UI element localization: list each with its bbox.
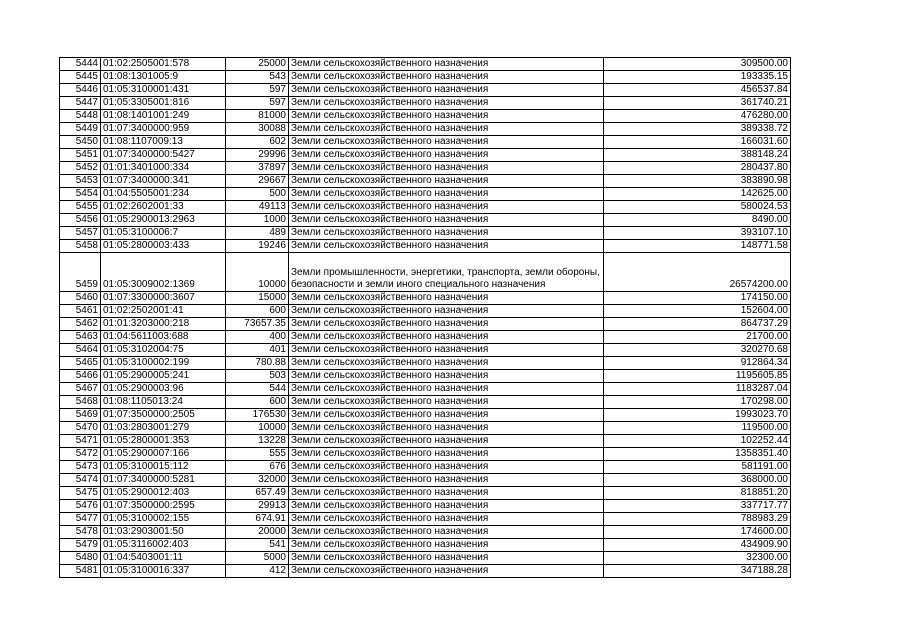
table-row — [60, 110, 791, 123]
cadastral-value-cell: 393107.10 — [604, 227, 791, 240]
land-category-cell: Земли сельскохозяйственного назначения — [289, 97, 604, 110]
row-number-cell: 5459 — [60, 253, 101, 292]
row-number-cell: 5454 — [60, 188, 101, 201]
table-row — [60, 422, 791, 435]
row-number-cell: 5481 — [60, 565, 101, 578]
cadastral-number-cell: 01:04:5505001:234 — [101, 188, 226, 201]
cadastral-value-cell: 320270.68 — [604, 344, 791, 357]
cadastral-number-cell: 01:05:2900003:96 — [101, 383, 226, 396]
area-cell: 5000 — [226, 552, 289, 565]
area-cell: 674.91 — [226, 513, 289, 526]
land-category-cell: Земли сельскохозяйственного назначения — [289, 331, 604, 344]
cadastral-number-cell: 01:08:1107009:13 — [101, 136, 226, 149]
cadastral-number-cell: 01:05:3100002:155 — [101, 513, 226, 526]
cadastral-number-cell: 01:03:2803001:279 — [101, 422, 226, 435]
area-cell: 19246 — [226, 240, 289, 253]
area-cell: 541 — [226, 539, 289, 552]
land-category-cell: Земли сельскохозяйственного назначения — [289, 201, 604, 214]
cadastral-number-cell: 01:01:3203000:218 — [101, 318, 226, 331]
cadastral-value-cell: 864737.29 — [604, 318, 791, 331]
row-number-cell: 5473 — [60, 461, 101, 474]
cadastral-number-cell: 01:05:2900013:2963 — [101, 214, 226, 227]
cadastral-number-cell: 01:05:3100006:7 — [101, 227, 226, 240]
land-category-cell: Земли сельскохозяйственного назначения — [289, 149, 604, 162]
cadastral-number-cell: 01:05:2800001:353 — [101, 435, 226, 448]
cadastral-value-cell: 174150.00 — [604, 292, 791, 305]
area-cell: 543 — [226, 71, 289, 84]
row-number-cell: 5479 — [60, 539, 101, 552]
cadastral-value-cell: 383890.98 — [604, 175, 791, 188]
row-number-cell: 5463 — [60, 331, 101, 344]
row-number-cell: 5475 — [60, 487, 101, 500]
table-row — [60, 318, 791, 331]
row-number-cell: 5461 — [60, 305, 101, 318]
cadastral-number-cell: 01:07:3400000:341 — [101, 175, 226, 188]
row-number-cell: 5447 — [60, 97, 101, 110]
cadastral-value-cell: 580024.53 — [604, 201, 791, 214]
cadastral-value-cell: 788983.29 — [604, 513, 791, 526]
cadastral-number-cell: 01:05:2800003:433 — [101, 240, 226, 253]
land-category-cell: Земли сельскохозяйственного назначения — [289, 227, 604, 240]
row-number-cell: 5470 — [60, 422, 101, 435]
cadastral-number-cell: 01:05:2900012:403 — [101, 487, 226, 500]
row-number-cell: 5445 — [60, 71, 101, 84]
land-category-cell: Земли сельскохозяйственного назначения — [289, 448, 604, 461]
cadastral-number-cell: 01:01:3401000:334 — [101, 162, 226, 175]
table-row — [60, 71, 791, 84]
land-category-cell: Земли сельскохозяйственного назначения — [289, 474, 604, 487]
table-row — [60, 500, 791, 513]
area-cell: 15000 — [226, 292, 289, 305]
land-category-cell: Земли сельскохозяйственного назначения — [289, 409, 604, 422]
land-category-cell: Земли сельскохозяйственного назначения — [289, 214, 604, 227]
cadastral-value-cell: 280437.80 — [604, 162, 791, 175]
land-category-cell: Земли сельскохозяйственного назначения — [289, 318, 604, 331]
row-number-cell: 5456 — [60, 214, 101, 227]
area-cell: 503 — [226, 370, 289, 383]
land-category-cell: Земли сельскохозяйственного назначения — [289, 565, 604, 578]
cadastral-value-cell: 21700.00 — [604, 331, 791, 344]
table-row — [60, 305, 791, 318]
cadastral-number-cell: 01:07:3300000:3607 — [101, 292, 226, 305]
cadastral-value-cell: 152604.00 — [604, 305, 791, 318]
land-category-cell: Земли сельскохозяйственного назначения — [289, 305, 604, 318]
cadastral-value-cell: 170298.00 — [604, 396, 791, 409]
land-category-cell: Земли промышленности, энергетики, транспорта, земли обороны, безопасности и земли иного специального назначения — [289, 253, 604, 292]
area-cell: 176530 — [226, 409, 289, 422]
area-cell: 37897 — [226, 162, 289, 175]
cadastral-number-cell: 01:07:3500000:2595 — [101, 500, 226, 513]
area-cell: 597 — [226, 84, 289, 97]
table-row — [60, 136, 791, 149]
cadastral-number-cell: 01:05:3100002:199 — [101, 357, 226, 370]
row-number-cell: 5451 — [60, 149, 101, 162]
table-row — [60, 357, 791, 370]
table-row — [60, 97, 791, 110]
cadastral-value-cell: 818851.20 — [604, 487, 791, 500]
area-cell: 81000 — [226, 110, 289, 123]
row-number-cell: 5477 — [60, 513, 101, 526]
land-category-cell: Земли сельскохозяйственного назначения — [289, 123, 604, 136]
row-number-cell: 5458 — [60, 240, 101, 253]
cadastral-number-cell: 01:05:3100001:431 — [101, 84, 226, 97]
cadastral-value-cell: 456537.84 — [604, 84, 791, 97]
cadastral-value-cell: 361740.21 — [604, 97, 791, 110]
area-cell: 32000 — [226, 474, 289, 487]
area-cell: 676 — [226, 461, 289, 474]
table-row — [60, 409, 791, 422]
area-cell: 657.49 — [226, 487, 289, 500]
cadastral-value-cell: 388148.24 — [604, 149, 791, 162]
cadastral-value-cell: 174600.00 — [604, 526, 791, 539]
area-cell: 10000 — [226, 422, 289, 435]
land-category-cell: Земли сельскохозяйственного назначения — [289, 162, 604, 175]
table-row — [60, 331, 791, 344]
land-category-cell: Земли сельскохозяйственного назначения — [289, 84, 604, 97]
table-row — [60, 188, 791, 201]
table-row — [60, 227, 791, 240]
land-category-cell: Земли сельскохозяйственного назначения — [289, 461, 604, 474]
land-category-cell: Земли сельскохозяйственного назначения — [289, 370, 604, 383]
row-number-cell: 5462 — [60, 318, 101, 331]
land-category-cell: Земли сельскохозяйственного назначения — [289, 175, 604, 188]
area-cell: 13228 — [226, 435, 289, 448]
land-category-cell: Земли сельскохозяйственного назначения — [289, 500, 604, 513]
row-number-cell: 5444 — [60, 58, 101, 71]
table-row — [60, 487, 791, 500]
table-row — [60, 84, 791, 97]
row-number-cell: 5472 — [60, 448, 101, 461]
land-category-cell: Земли сельскохозяйственного назначения — [289, 422, 604, 435]
cadastral-number-cell: 01:03:2903001:50 — [101, 526, 226, 539]
land-category-cell: Земли сельскохозяйственного назначения — [289, 513, 604, 526]
table-row — [60, 383, 791, 396]
table-row — [60, 175, 791, 188]
cadastral-value-cell: 8490.00 — [604, 214, 791, 227]
land-category-cell: Земли сельскохозяйственного назначения — [289, 526, 604, 539]
area-cell: 412 — [226, 565, 289, 578]
row-number-cell: 5466 — [60, 370, 101, 383]
table-row — [60, 292, 791, 305]
land-category-cell: Земли сельскохозяйственного назначения — [289, 552, 604, 565]
table-row — [60, 162, 791, 175]
land-category-cell: Земли сельскохозяйственного назначения — [289, 71, 604, 84]
area-cell: 500 — [226, 188, 289, 201]
cadastral-value-cell: 476280.00 — [604, 110, 791, 123]
cadastral-value-cell: 337717.77 — [604, 500, 791, 513]
table-row — [60, 513, 791, 526]
cadastral-value-cell: 32300.00 — [604, 552, 791, 565]
area-cell: 600 — [226, 305, 289, 318]
table-row — [60, 396, 791, 409]
row-number-cell: 5450 — [60, 136, 101, 149]
cadastral-number-cell: 01:05:3009002:1369 — [101, 253, 226, 292]
table-row — [60, 370, 791, 383]
cadastral-value-cell: 581191.00 — [604, 461, 791, 474]
table-row — [60, 123, 791, 136]
table-body — [60, 58, 791, 578]
cadastral-number-cell: 01:08:1301005:9 — [101, 71, 226, 84]
cadastral-value-cell: 142625.00 — [604, 188, 791, 201]
cadastral-value-cell: 1358351.40 — [604, 448, 791, 461]
cadastral-value-cell: 309500.00 — [604, 58, 791, 71]
cadastral-number-cell: 01:07:3400000:5427 — [101, 149, 226, 162]
cadastral-value-cell: 1195605.85 — [604, 370, 791, 383]
table-row — [60, 214, 791, 227]
cadastral-value-cell: 102252.44 — [604, 435, 791, 448]
cadastral-number-cell: 01:05:3116002:403 — [101, 539, 226, 552]
area-cell: 25000 — [226, 58, 289, 71]
row-number-cell: 5474 — [60, 474, 101, 487]
land-category-cell: Земли сельскохозяйственного назначения — [289, 396, 604, 409]
cadastral-number-cell: 01:05:3100016:337 — [101, 565, 226, 578]
land-category-cell: Земли сельскохозяйственного назначения — [289, 487, 604, 500]
cadastral-number-cell: 01:08:1401001:249 — [101, 110, 226, 123]
area-cell: 29667 — [226, 175, 289, 188]
cadastral-value-cell: 347188.28 — [604, 565, 791, 578]
land-category-cell: Земли сельскохозяйственного назначения — [289, 435, 604, 448]
table-row — [60, 461, 791, 474]
cadastral-value-cell: 434909.90 — [604, 539, 791, 552]
cadastral-number-cell: 01:05:2900007:166 — [101, 448, 226, 461]
area-cell: 602 — [226, 136, 289, 149]
cadastral-value-cell: 1183287.04 — [604, 383, 791, 396]
land-category-cell: Земли сельскохозяйственного назначения — [289, 357, 604, 370]
cadastral-number-cell: 01:04:5611003:688 — [101, 331, 226, 344]
cadastral-value-cell: 1993023.70 — [604, 409, 791, 422]
cadastral-number-cell: 01:07:3400000:959 — [101, 123, 226, 136]
table-row — [60, 58, 791, 71]
area-cell: 555 — [226, 448, 289, 461]
table-row — [60, 526, 791, 539]
cadastral-value-cell: 166031.60 — [604, 136, 791, 149]
area-cell: 20000 — [226, 526, 289, 539]
land-plots-table — [59, 57, 791, 578]
area-cell: 10000 — [226, 253, 289, 292]
area-cell: 30088 — [226, 123, 289, 136]
table-row — [60, 344, 791, 357]
table-row — [60, 565, 791, 578]
area-cell: 600 — [226, 396, 289, 409]
land-category-cell: Земли сельскохозяйственного назначения — [289, 292, 604, 305]
land-category-cell: Земли сельскохозяйственного назначения — [289, 110, 604, 123]
row-number-cell: 5446 — [60, 84, 101, 97]
row-number-cell: 5478 — [60, 526, 101, 539]
cadastral-number-cell: 01:02:2505001:578 — [101, 58, 226, 71]
table-row — [60, 539, 791, 552]
land-category-cell: Земли сельскохозяйственного назначения — [289, 240, 604, 253]
cadastral-value-cell: 119500.00 — [604, 422, 791, 435]
cadastral-value-cell: 193335.15 — [604, 71, 791, 84]
cadastral-value-cell: 368000.00 — [604, 474, 791, 487]
cadastral-value-cell: 26574200.00 — [604, 253, 791, 292]
cadastral-number-cell: 01:02:2502001:41 — [101, 305, 226, 318]
table-row — [60, 149, 791, 162]
cadastral-number-cell: 01:07:3400000:5281 — [101, 474, 226, 487]
table-row — [60, 552, 791, 565]
cadastral-number-cell: 01:07:3500000:2505 — [101, 409, 226, 422]
cadastral-number-cell: 01:05:3100015:112 — [101, 461, 226, 474]
area-cell: 400 — [226, 331, 289, 344]
row-number-cell: 5455 — [60, 201, 101, 214]
cadastral-number-cell: 01:05:3305001:816 — [101, 97, 226, 110]
area-cell: 1000 — [226, 214, 289, 227]
land-category-cell: Земли сельскохозяйственного назначения — [289, 383, 604, 396]
table-row — [60, 474, 791, 487]
land-category-cell: Земли сельскохозяйственного назначения — [289, 344, 604, 357]
area-cell: 401 — [226, 344, 289, 357]
land-category-cell: Земли сельскохозяйственного назначения — [289, 58, 604, 71]
area-cell: 597 — [226, 97, 289, 110]
row-number-cell: 5460 — [60, 292, 101, 305]
area-cell: 29913 — [226, 500, 289, 513]
row-number-cell: 5467 — [60, 383, 101, 396]
row-number-cell: 5469 — [60, 409, 101, 422]
area-cell: 544 — [226, 383, 289, 396]
land-category-cell: Земли сельскохозяйственного назначения — [289, 539, 604, 552]
area-cell: 29996 — [226, 149, 289, 162]
row-number-cell: 5448 — [60, 110, 101, 123]
row-number-cell: 5465 — [60, 357, 101, 370]
cadastral-value-cell: 389338.72 — [604, 123, 791, 136]
area-cell: 489 — [226, 227, 289, 240]
cadastral-number-cell: 01:05:2900005:241 — [101, 370, 226, 383]
cadastral-number-cell: 01:04:5403001:11 — [101, 552, 226, 565]
row-number-cell: 5449 — [60, 123, 101, 136]
cadastral-value-cell: 912864.34 — [604, 357, 791, 370]
row-number-cell: 5476 — [60, 500, 101, 513]
cadastral-number-cell: 01:05:3102004:75 — [101, 344, 226, 357]
land-category-cell: Земли сельскохозяйственного назначения — [289, 136, 604, 149]
cadastral-value-cell: 148771.58 — [604, 240, 791, 253]
area-cell: 73657.35 — [226, 318, 289, 331]
row-number-cell: 5457 — [60, 227, 101, 240]
table-row — [60, 448, 791, 461]
cadastral-number-cell: 01:08:1105013:24 — [101, 396, 226, 409]
table-row — [60, 240, 791, 253]
table-row — [60, 435, 791, 448]
row-number-cell: 5464 — [60, 344, 101, 357]
row-number-cell: 5453 — [60, 175, 101, 188]
land-category-cell: Земли сельскохозяйственного назначения — [289, 188, 604, 201]
row-number-cell: 5452 — [60, 162, 101, 175]
row-number-cell: 5480 — [60, 552, 101, 565]
area-cell: 49113 — [226, 201, 289, 214]
area-cell: 780.88 — [226, 357, 289, 370]
table-row — [60, 201, 791, 214]
cadastral-number-cell: 01:02:2602001:33 — [101, 201, 226, 214]
row-number-cell: 5468 — [60, 396, 101, 409]
row-number-cell: 5471 — [60, 435, 101, 448]
table-row — [60, 253, 791, 292]
